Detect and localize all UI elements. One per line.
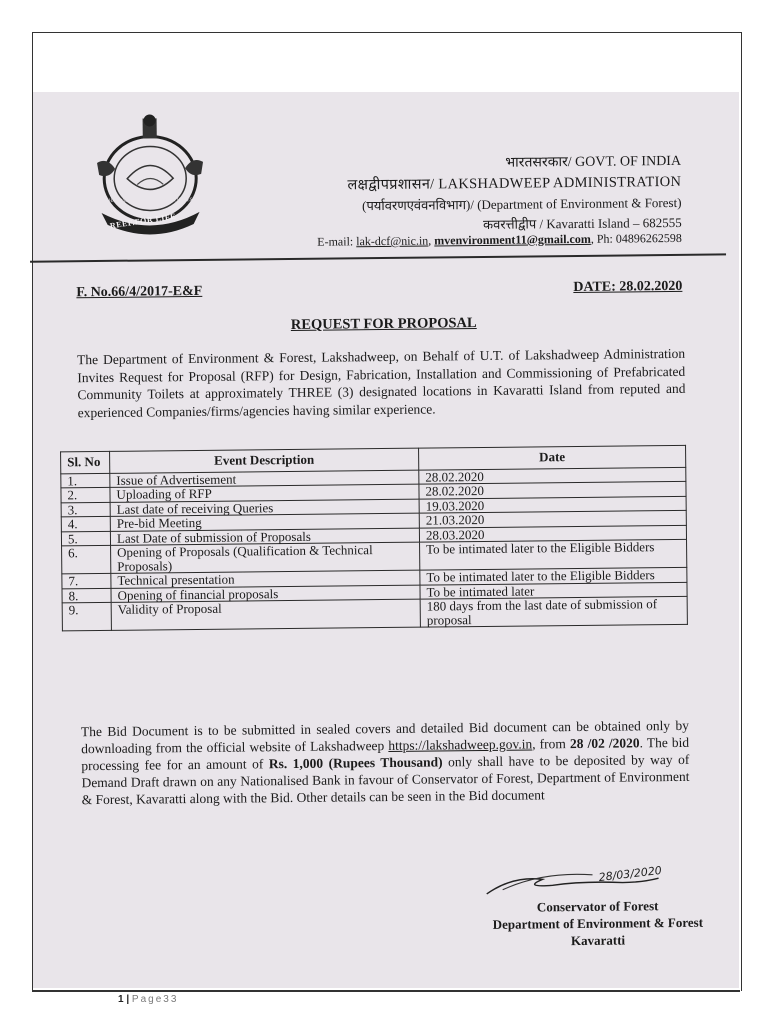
event-schedule-table bbox=[60, 445, 688, 632]
website-link[interactable]: https://lakshadweep.gov.in bbox=[388, 736, 533, 753]
table-row: 6. Opening of Proposals (Qualification & Technical Proposals) To be intimated later to the Eligible Bidders bbox=[62, 539, 687, 574]
contact-line: E-mail: lak-dcf@nic.in, mvenvironment11@gmail.com, Ph: 04896262598 bbox=[317, 230, 682, 249]
signatory-designation: Conservator of Forest bbox=[536, 898, 659, 915]
document-date: DATE: 28.02.2020 bbox=[573, 278, 683, 296]
table-row: 8. Opening of financial proposals To be intimated later bbox=[62, 582, 687, 603]
bid-fee: Rs. 1,000 (Rupees Thousand) bbox=[268, 754, 443, 772]
scanned-document bbox=[33, 92, 739, 988]
emblem-ring-text: LAKSHADWEEP ENVIRONMENT & FOREST bbox=[95, 197, 196, 205]
file-number: F. No.66/4/2017-E&F bbox=[76, 283, 203, 301]
signatory-place: Kavaratti bbox=[570, 932, 626, 949]
govt-heading: भारतसरकार/ GOVT. OF INDIA bbox=[505, 153, 682, 171]
col-header-event: Event Description bbox=[110, 448, 419, 473]
signatory-department: Department of Environment & Forest bbox=[492, 914, 704, 932]
table-row: 7. Technical presentation To be intimated later to the Eligible Bidders bbox=[62, 567, 687, 588]
emblem-motto: REEF.FOR LIFE bbox=[109, 211, 177, 231]
table-row: 3. Last date of receiving Queries 19.03.2020 bbox=[61, 496, 686, 517]
page-label: Page33 bbox=[131, 994, 179, 1005]
document-title: REQUEST FOR PROPOSAL bbox=[290, 315, 477, 333]
table-row: 1. Issue of Advertisement 28.02.2020 bbox=[61, 467, 686, 488]
col-header-sl-no: Sl. No bbox=[61, 451, 110, 473]
intro-paragraph: The Department of Environment & Forest, Lakshadweep, on Behalf of U.T. of Lakshadweep Administration Invites Request for Proposal (RFP) for Design, Fabrication, Installation and Commissioning of Prefabricated Community Toilets at approximately THREE (3) designated locations in Kavaratti Island from reputed and experienced Companies/firms/agencies having similar experience. bbox=[77, 345, 686, 420]
address-line: कवरत्तीद्वीप / Kavaratti Island – 682555 bbox=[483, 214, 682, 232]
header-divider bbox=[30, 253, 726, 262]
department-heading: (पर्यावरणएवंवनविभाग)/ (Department of Environment & Forest) bbox=[362, 194, 682, 214]
col-header-date: Date bbox=[419, 445, 686, 469]
signatory-block bbox=[492, 897, 703, 950]
table-row: 2. Uploading of RFP 28.02.2020 bbox=[61, 481, 686, 502]
email-link-2[interactable]: mvenvironment11@gmail.com bbox=[434, 231, 591, 248]
table-row: 4. Pre-bid Meeting 21.03.2020 bbox=[61, 510, 686, 531]
table-row: 5. Last Date of submission of Proposals 28.03.2020 bbox=[61, 525, 686, 546]
email-link-1[interactable]: lak-dcf@nic.in bbox=[356, 233, 429, 249]
administration-heading: लक्षद्वीपप्रशासन/ LAKSHADWEEP ADMINISTRATION bbox=[347, 173, 682, 194]
footer-divider bbox=[32, 990, 740, 992]
signature-date: 28/03/2020 bbox=[597, 863, 663, 885]
email-label: E-mail: bbox=[317, 234, 357, 249]
page-footer: 1 | Page33 bbox=[118, 994, 179, 1005]
page-number: 1 bbox=[118, 994, 124, 1005]
phone-number: , Ph: 04896262598 bbox=[590, 230, 682, 246]
table-row: 9. Validity of Proposal 180 days from the last date of submission of proposal bbox=[62, 596, 687, 631]
bid-paragraph: The Bid Document is to be submitted in sealed covers and detailed Bid document can be obtained only by downloading from the official website of Lakshadweep https://lakshadweep.gov.in, from 28 /02 /2020. The bid processing fee for an amount of Rs. 1,000 (Rupees Thousand) only shall have to be deposited by way of Demand Draft drawn on any Nationalised Bank in favour of Conservator of Forest, Department of Environment & Forest, Kavaratti along with the Bid. Other details can be seen in the Bid document bbox=[80, 717, 690, 808]
bid-from-date: 28 /02 /2020 bbox=[569, 735, 640, 752]
